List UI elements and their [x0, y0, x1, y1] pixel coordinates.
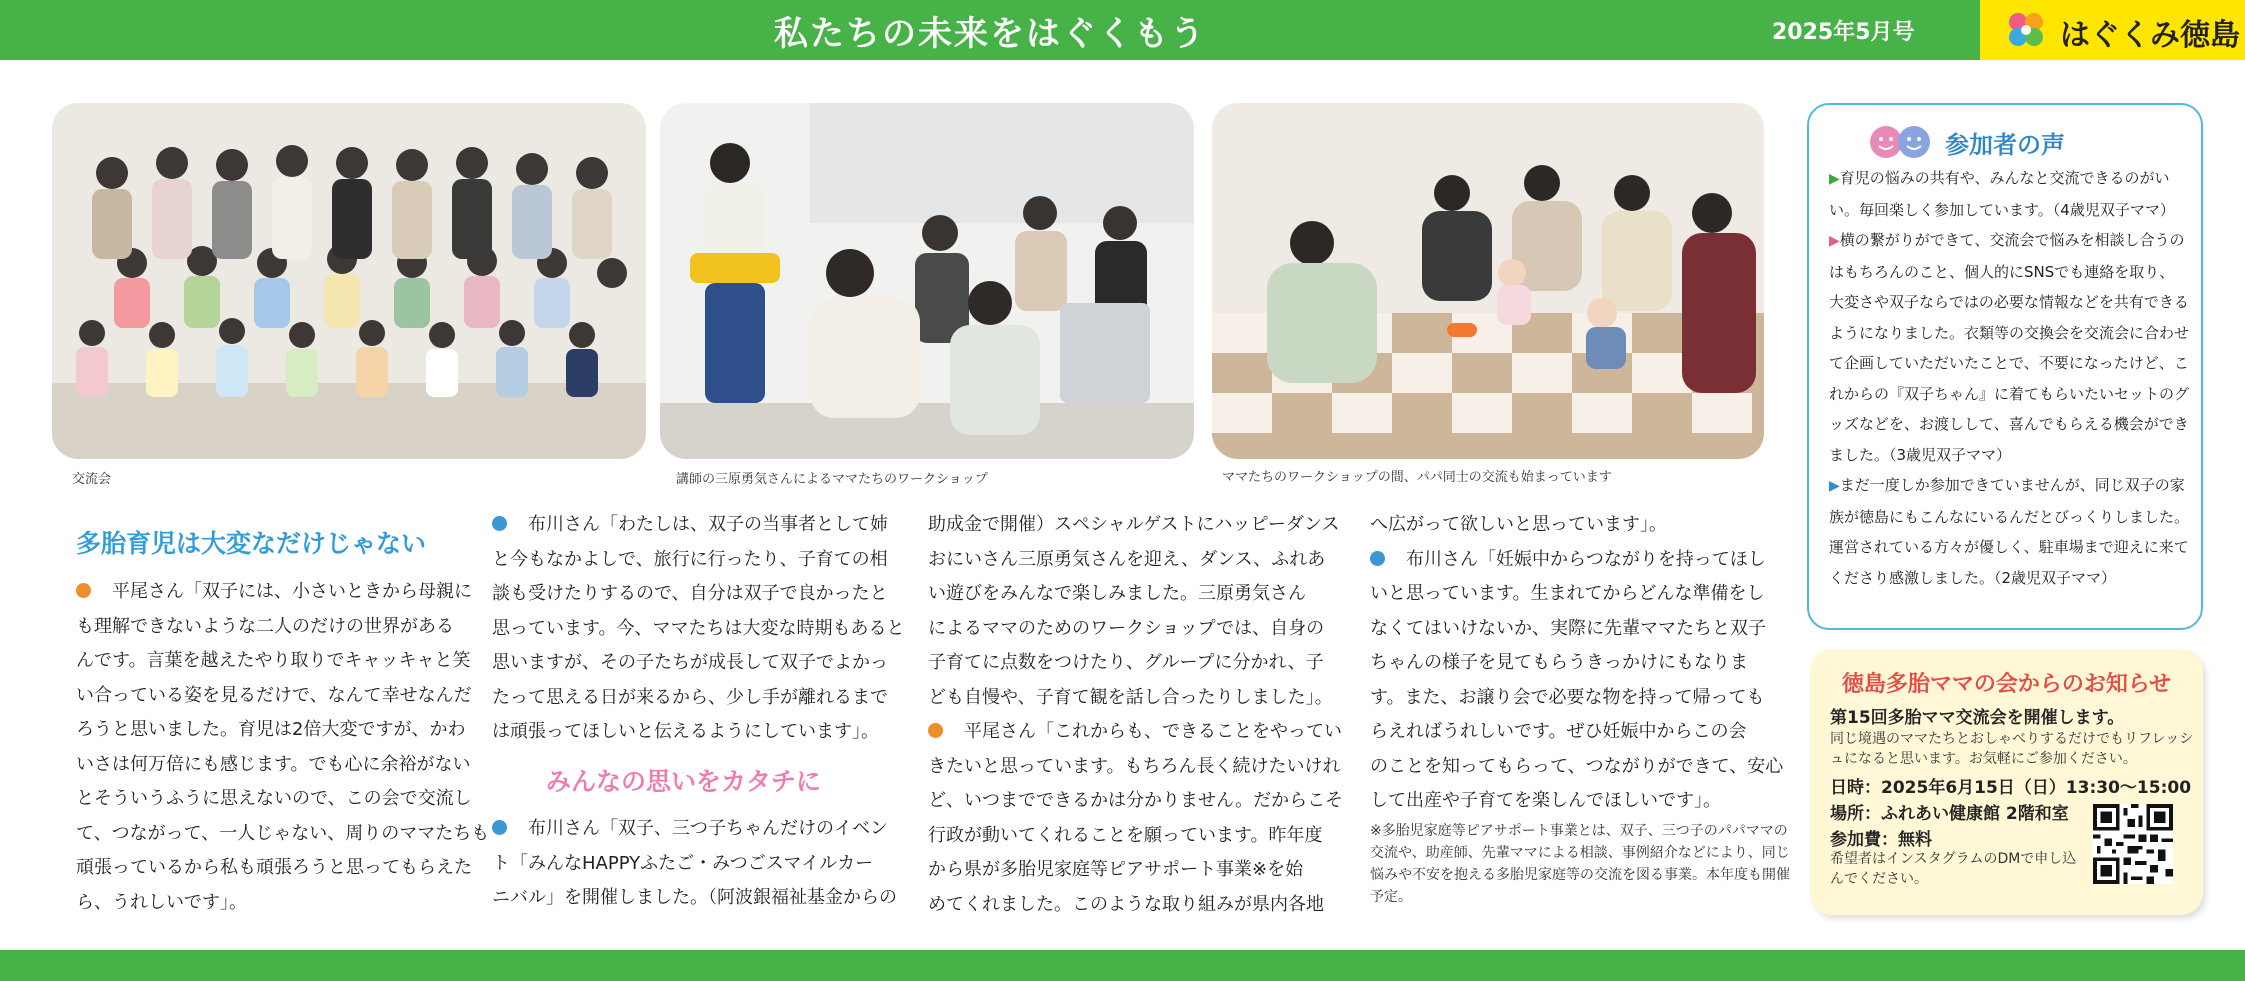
- speaker-dot-icon: [1370, 551, 1385, 566]
- text-line: 行政が動いてくれることを願っています。昨年度: [928, 824, 1323, 846]
- text-line: ちゃんの様子を見てもらうきっかけにもなりま: [1370, 652, 1748, 673]
- text-line: ら、うれしいです」。: [76, 891, 247, 913]
- text-line: 布川さん「双子、三つ子ちゃんだけのイベン: [510, 818, 888, 839]
- article-heading-2: みんなの思いをカタチに: [546, 767, 822, 796]
- voice-text: まだ一度しか参加できていませんが、同じ双子の家族が徳島にもこんなにいるんだとびっくりしました。運営されている方々が優しく、駐車場まで迎えに来てくださり感激しました。（2歳児双子ママ）: [1829, 476, 2190, 587]
- text-line: によるママのためのワークショップでは、自身の: [928, 617, 1325, 639]
- text-line: らえればうれしいです。ぜひ妊娠中からこの会: [1370, 721, 1747, 742]
- voices-box: [1807, 103, 2203, 630]
- voice-text: 育児の悩みの共有や、みんなと交流できるのがいい。毎回楽しく参加しています。（4歳児双子ママ）: [1829, 169, 2175, 219]
- notice-fee: 参加費：無料: [1830, 830, 1932, 850]
- notice-place: 場所：ふれあい健康館 2階和室: [1830, 804, 2069, 824]
- photo-group: [52, 103, 646, 459]
- text-line: は頑張ってほしいと伝えるようにしています」。: [492, 721, 879, 742]
- text-line: ト「みんなHAPPYふたご・みつごスマイルカー: [492, 852, 874, 874]
- notice-lead: 第15回多胎ママ交流会を開催します。: [1830, 708, 2125, 728]
- voice-item: [1829, 225, 2189, 470]
- text-line: なくてはいけないか、実際に先輩ママたちと双子: [1370, 617, 1766, 639]
- text-line: 助成金で開催）スペシャルゲストにハッピーダンス: [928, 514, 1340, 535]
- speaker-dot-icon: [928, 723, 943, 738]
- notice-description: 同じ境遇のママたちとおしゃべりするだけでもリフレッシュになると思います。お気軽にご参加ください。: [1830, 731, 2194, 767]
- triangle-bullet-icon: ▶: [1829, 171, 1840, 187]
- text-line: して出産や子育てを楽しんでほしいです」。: [1370, 790, 1721, 811]
- issue-date: 2025年5月号: [1772, 20, 1915, 45]
- voices-title: 参加者の声: [1945, 131, 2065, 159]
- logo-text: はぐくみ徳島: [2060, 18, 2240, 53]
- text-line: とそういうふうに思えないので、この会で交流し: [76, 788, 472, 809]
- triangle-bullet-icon: ▶: [1829, 478, 1840, 494]
- text-line: ニバル」を開催しました。（阿波銀福祉基金からの: [492, 887, 897, 908]
- text-line: 布川さん「妊娠中からつながりを持ってほし: [1388, 548, 1766, 570]
- notice-box: [1810, 649, 2203, 915]
- text-line: も理解できないような二人のだけの世界がある: [76, 615, 454, 637]
- footnote: ※多胎児家庭等ピアサポート事業とは、双子、三つ子のパパママの交流や、助産師、先輩ママによる相談、事例紹介などにより、同じ悩みや不安を抱える多胎児家庭等の交流を図る事業。本年度も開催予定。: [1370, 823, 1790, 905]
- text-line: きたいと思っています。もちろん長く続けたいけれ: [928, 755, 1341, 777]
- photo-caption: 交流会: [72, 472, 112, 487]
- article-column-2: [492, 508, 912, 750]
- text-line: いさは何万倍にも感じます。でも心に余裕がない: [76, 753, 471, 775]
- masthead-title: 私たちの未来をはぐくもう: [774, 14, 1206, 54]
- photo-papa: [1212, 103, 1764, 459]
- speaker-dot-icon: [76, 583, 91, 598]
- footer-bar: [0, 950, 2245, 981]
- notice-date: 日時：2025年6月15日（日）13:30～15:00: [1830, 778, 2192, 798]
- text-line: たって思える日が来るから、少し手が離れるまで: [492, 686, 888, 708]
- photo-workshop: [660, 103, 1194, 459]
- text-line: て、つながって、一人じゃない、周りのママたちも: [76, 822, 490, 844]
- text-line: 思っています。今、ママたちは大変な時期もあると: [492, 617, 905, 639]
- text-line: い合っている姿を見るだけで、なんて幸せなんだ: [76, 684, 472, 706]
- text-line: す。また、お譲り会で必要な物を持って帰っても: [1370, 686, 1765, 708]
- text-line: 子育てに点数をつけたり、グループに分かれ、子: [928, 652, 1324, 673]
- photo-caption: 講師の三原勇気さんによるママたちのワークショップ: [676, 472, 988, 487]
- photo-caption: ママたちのワークショップの間、パパ同士の交流も始まっています: [1222, 470, 1612, 485]
- text-line: 思いますが、その子たちが成長して双子でよかっ: [492, 652, 888, 673]
- voice-text: 横の繋がりができて、交流会で悩みを相談し合うのはもちろんのこと、個人的にSNSでも連絡を取り、大変さや双子ならではの必要な情報などを共有できるようになりました。衣類等の交換会を交流会に合わせて企画していただいたことで、不要になったけど、これからの『双子ちゃん』に着てもらいたいセットのグッズなどを、お渡しして、喜んでもらえる機会ができました。（3歳児双子ママ）: [1829, 231, 2190, 464]
- article-column-2b: [492, 812, 912, 916]
- article-column-4: [1370, 508, 1790, 819]
- text-line: 布川さん「わたしは、双子の当事者として姉: [510, 514, 888, 535]
- text-line: と今もなかよしで、旅行に行ったり、子育ての相: [492, 548, 888, 570]
- text-line: 平尾さん「双子には、小さいときから母親に: [94, 581, 472, 602]
- article-column-3: [928, 508, 1348, 922]
- text-line: めてくれました。このような取り組みが県内各地: [928, 893, 1324, 915]
- header-bar: [0, 0, 2245, 60]
- notice-title: 徳島多胎ママの会からのお知らせ: [1841, 672, 2172, 697]
- text-line: 談も受けたりするので、自分は双子で良かったと: [492, 583, 888, 604]
- text-line: 平尾さん「これからも、できることをやってい: [946, 721, 1342, 742]
- text-line: から県が多胎児家庭等ピアサポート事業※を始: [928, 859, 1304, 880]
- voice-item: [1829, 163, 2189, 225]
- text-line: のことを知ってもらって、つながりができて、安心: [1370, 755, 1784, 777]
- speaker-dot-icon: [492, 820, 507, 835]
- text-line: い遊びをみんなで楽しみました。三原勇気さん: [928, 583, 1306, 604]
- voice-item: [1829, 470, 2189, 593]
- voices-list: [1829, 163, 2189, 593]
- article-heading-1: 多胎育児は大変なだけじゃない: [76, 529, 427, 558]
- qr-code-icon[interactable]: [2093, 804, 2173, 884]
- triangle-bullet-icon: ▶: [1829, 233, 1840, 249]
- text-line: いと思っています。生まれてからどんな準備をし: [1370, 583, 1765, 604]
- text-line: ど、いつまでできるかは分かりません。だからこそ: [928, 790, 1344, 811]
- clover-logo-icon: [2004, 10, 2048, 50]
- logo: [1980, 0, 2245, 60]
- text-line: ども自慢や、子育て観を話し合ったりしました」。: [928, 686, 1333, 708]
- text-line: ろうと思いました。育児は2倍大変ですが、かわ: [76, 719, 466, 740]
- notice-apply: 希望者はインスタグラムのDMで申し込んでください。: [1830, 851, 2077, 887]
- text-line: おにいさん三原勇気さんを迎え、ダンス、ふれあ: [928, 548, 1326, 570]
- speaker-dot-icon: [492, 516, 507, 531]
- text-line: んです。言葉を越えたやり取りでキャッキャと笑: [76, 650, 471, 671]
- text-line: 頑張っているから私も頑張ろうと思ってもらえた: [76, 857, 472, 878]
- text-line: へ広がって欲しいと思っています」。: [1370, 514, 1667, 535]
- article-column-1: [76, 575, 496, 920]
